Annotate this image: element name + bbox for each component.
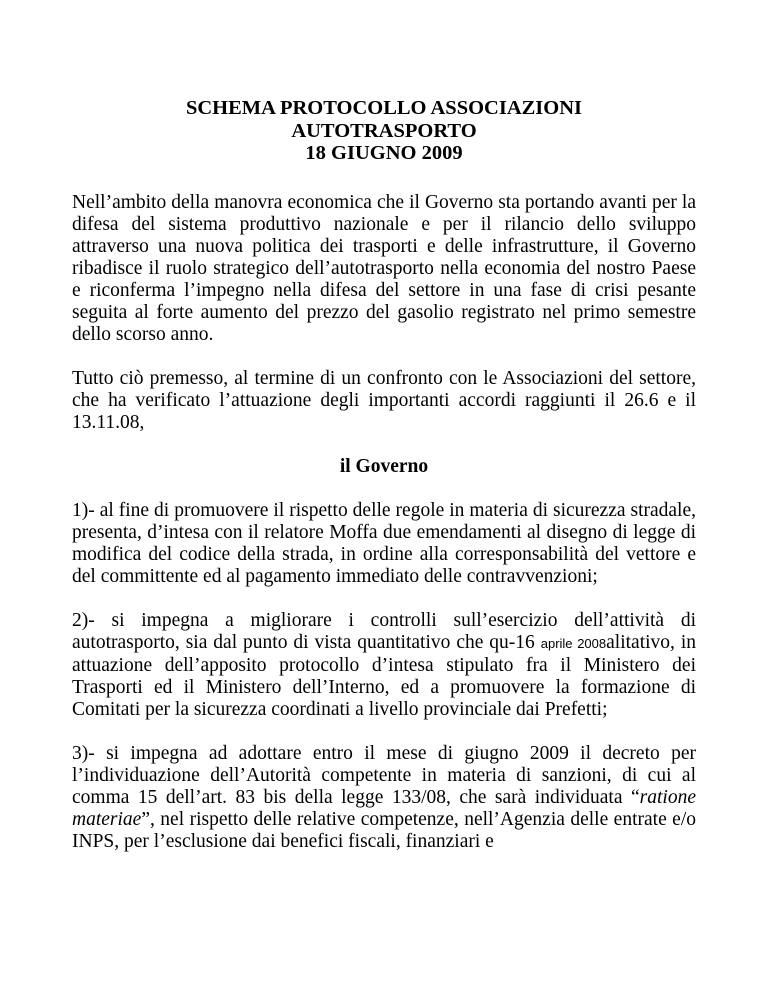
title-line-2: AUTOTRASPORTO [291, 119, 477, 142]
premise-paragraph: Tutto ciò premesso, al termine di un confronto con le Associazioni del settore, che ha verificato l’attuazione degli importanti accordi raggiunti il 26.6 e il 13.11.08, [72, 367, 696, 433]
item-2-text-b: alitativo, in attuazione dell’apposito protocollo d’intesa stipulato fra il Ministero dei Trasporti ed il Ministero dell’Interno, ed a promuovere la formazione di Comitati per la sicurezza coordinati a livello provinciale dai Prefetti; [72, 631, 696, 720]
section-heading: il Governo [339, 455, 429, 477]
item-2-inline-date: aprile 2008 [540, 635, 607, 651]
document-title [72, 97, 696, 165]
item-3-italic-term: ratione materiae [72, 786, 696, 830]
item-2-text-a: 2)- si impegna a migliorare i controlli sull’esercizio dell’attività di autotrasporto, sia dal punto di vista quantitativo che qu-16 [72, 609, 696, 653]
intro-paragraph: Nell’ambito della manovra economica che il Governo sta portando avanti per la difesa del sistema produttivo nazionale e per il rilancio dello sviluppo attraverso una nuova politica dei trasporti e delle infrastrutture, il Governo ribadisce il ruolo strategico dell’autotrasporto nella economia del nostro Paese e riconferma l’impegno nella difesa del settore in una fase di crisi pesante seguita al forte aumento del prezzo del gasolio registrato nel primo semestre dello scorso anno. [72, 191, 696, 345]
item-2-paragraph [72, 610, 696, 721]
title-line-3: 18 GIUGNO 2009 [305, 142, 463, 164]
item-3-paragraph [72, 743, 696, 853]
document-page [72, 0, 696, 853]
item-3-text-b: ”, nel rispetto delle relative competenze, nell’Agenzia delle entrate e/o INPS, per l’esclusione dai benefici fiscali, finanziari e [72, 808, 696, 852]
item-1-paragraph: 1)- al fine di promuovere il rispetto delle regole in materia di sicurezza stradale, presenta, d’intesa con il relatore Moffa due emendamenti al disegno di legge di modifica del codice della strada, in ordine alla corresponsabilità del vettore e del committente ed al pagamento immediato delle contravvenzioni; [72, 499, 696, 587]
item-3-text-a: 3)- si impegna ad adottare entro il mese di giugno 2009 il decreto per l’individuazione dell’Autorità competente in materia di sanzioni, di cui al comma 15 dell’art. 83 bis della legge 133/08, che sarà individuata “ [72, 742, 696, 808]
title-line-1: SCHEMA PROTOCOLLO ASSOCIAZIONI [185, 97, 583, 119]
